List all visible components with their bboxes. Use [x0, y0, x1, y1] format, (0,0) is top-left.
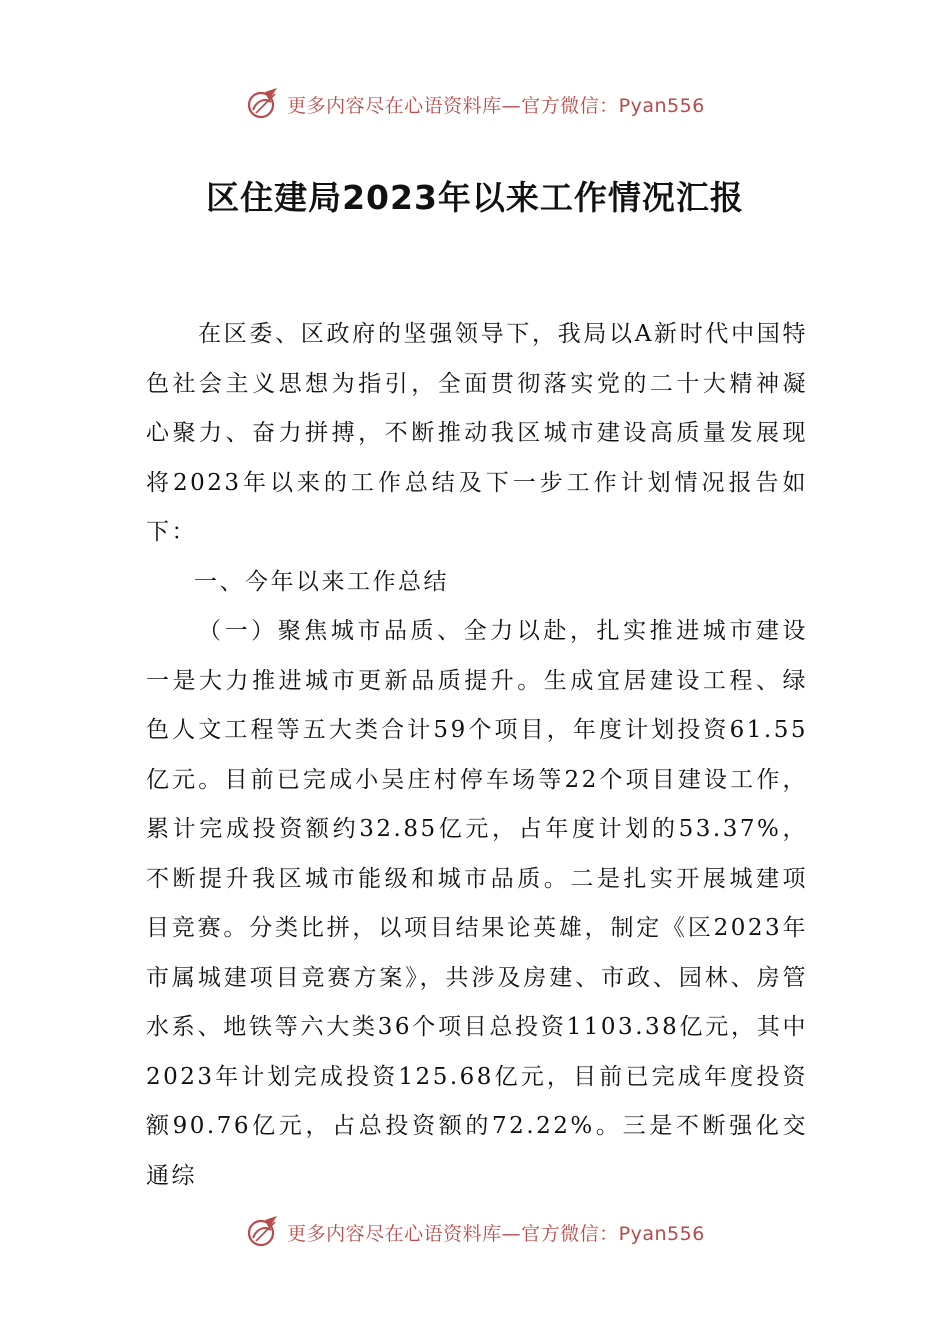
document-title: 区住建局2023年以来工作情况汇报 [206, 178, 744, 217]
intro-paragraph: 在区委、区政府的坚强领导下，我局以A新时代中国特色社会主义思想为指引，全面贯彻落实党的二十大精神凝心聚力、奋力拼搏，不断推动我区城市建设高质量发展现将2023年以来的工作总结及下一步工作计划情况报告如下： [146, 321, 808, 545]
pen-swirl-logo-icon [245, 86, 281, 122]
section-heading: 一、今年以来工作总结 [194, 568, 449, 595]
watermark-text: 更多内容尽在心语资料库—官方微信：Pyan556 [287, 1222, 705, 1245]
document-body [146, 310, 808, 1201]
watermark-text: 更多内容尽在心语资料库—官方微信：Pyan556 [287, 94, 705, 117]
pen-swirl-logo-icon [245, 1214, 281, 1250]
header-watermark-banner [0, 84, 950, 124]
footer-watermark-banner [0, 1212, 950, 1252]
section-body-paragraph: （一）聚焦城市品质、全力以赴，扎实推进城市建设一是大力推进城市更新品质提升。生成宜居建设工程、绿色人文工程等五大类合计59个项目，年度计划投资61.55亿元。目前已完成小吴庄村停车场等22个项目建设工作，累计完成投资额约32.85亿元，占年度计划的53.37%，不断提升我区城市能级和城市品质。二是扎实开展城建项目竞赛。分类比拼，以项目结果论英雄，制定《区2023年市属城建项目竞赛方案》，共涉及房建、市政、园林、房管水系、地铁等六大类36个项目总投资1103.38亿元，其中2023年计划完成投资125.68亿元，目前已完成年度投资额90.76亿元，占总投资额的72.22%。三是不断强化交通综 [146, 618, 808, 1189]
